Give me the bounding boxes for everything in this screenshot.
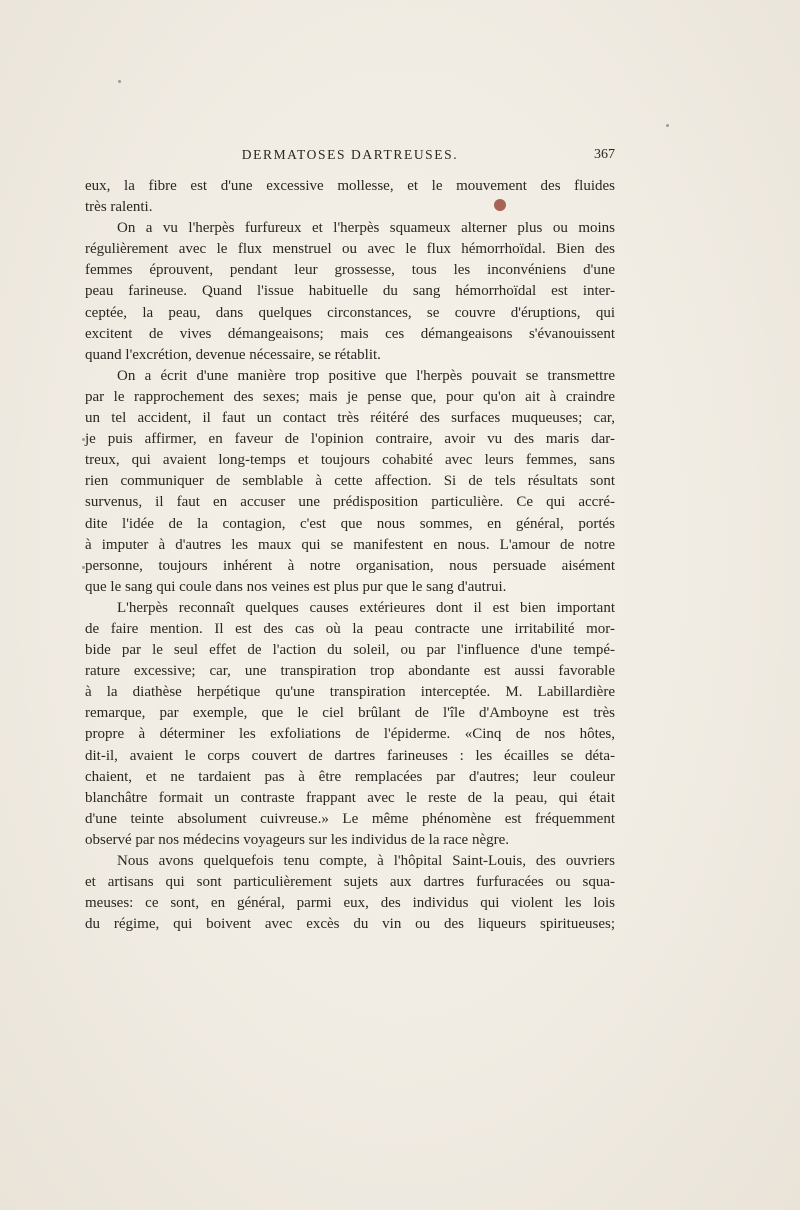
paper-speck — [118, 80, 121, 83]
text-line: femmes éprouvent, pendant leur grossesse, tous les inconvéniens d'une — [85, 262, 615, 279]
text-line: On a écrit d'une manière trop positive que l'herpès pouvait se transmettre — [117, 367, 615, 384]
text-line: ceptée, la peau, dans quelques circonstances, se couvre d'éruptions, qui — [85, 304, 615, 321]
text-line: eux, la fibre est d'une excessive mollesse, et le mouvement des fluides — [85, 178, 615, 194]
paper-speck — [666, 124, 669, 127]
text-line: rien communiquer de semblable à cette affection. Si de tels résultats sont — [85, 473, 615, 490]
text-line: chaient, et ne tardaient pas à être remplacées par d'autres; leur couleur — [85, 768, 615, 785]
text-line: je puis affirmer, en faveur de l'opinion contraire, avoir vu des maris dar- — [85, 431, 615, 448]
ink-blot — [494, 199, 506, 211]
text-line: un tel accident, il faut un contact très réitéré des surfaces muqueuses; car, — [85, 410, 615, 427]
text-line: dite l'idée de la contagion, c'est que nous sommes, en général, portés — [85, 515, 615, 532]
text-line: survenus, il faut en accuser une prédisposition particulière. Ce qui accré- — [85, 494, 615, 511]
paper-speck — [82, 438, 85, 441]
text-line: rature excessive; car, une transpiration trop abondante est aussi favorable — [85, 663, 615, 680]
text-line: Nous avons quelquefois tenu compte, à l'hôpital Saint-Louis, des ouvriers — [117, 853, 615, 869]
text-line: à imputer à d'autres les maux qui se manifestent en nous. L'amour de notre — [85, 536, 615, 553]
page-header — [85, 147, 615, 169]
text-line: par le rapprochement des sexes; mais je pense que, pour qu'on ait à craindre — [85, 388, 615, 405]
text-line: personne, toujours inhérent à notre organisation, nous persuade aisément — [85, 557, 615, 574]
text-line: peau farineuse. Quand l'issue habituelle du sang hémorrhoïdal est inter- — [85, 283, 615, 300]
page-number: 367 — [594, 147, 615, 162]
text-line: observé par nos médecins voyageurs sur les individus de la race nègre. — [85, 831, 510, 848]
text-line: L'herpès reconnaît quelques causes extérieures dont il est bien important — [117, 599, 615, 616]
text-line: excitent de vives démangeaisons; mais ces démangeaisons s'évanouissent — [85, 325, 615, 342]
text-line: très ralenti. — [85, 199, 153, 216]
text-line: régulièrement avec le flux menstruel ou avec le flux hémorrhoïdal. Bien des — [85, 241, 615, 258]
running-head: DERMATOSES DARTREUSES. — [241, 147, 459, 162]
paper-speck — [82, 566, 85, 569]
text-line: d'une teinte absolument cuivreuse.» Le même phénomène est fréquemment — [85, 810, 615, 827]
body-text — [85, 176, 615, 935]
text-line: meuses: ce sont, en général, parmi eux, des individus qui violent les lois — [85, 895, 615, 912]
text-line: treux, qui avaient long-temps et toujours cohabité avec leurs femmes, sans — [85, 452, 615, 469]
text-line: que le sang qui coule dans nos veines est plus pur que le sang d'autrui. — [85, 578, 507, 595]
text-line: blanchâtre formait un contraste frappant avec le reste de la peau, qui était — [85, 789, 615, 806]
text-line: bide par le seul effet de l'action du soleil, ou par l'influence d'une tempé- — [85, 642, 615, 659]
text-line: propre à déterminer les exfoliations de l'épiderme. «Cinq de nos hôtes, — [85, 726, 615, 743]
text-line: dit-il, avaient le corps couvert de dartres farineuses : les écailles se déta- — [85, 747, 615, 764]
text-line: du régime, qui boivent avec excès du vin ou des liqueurs spiritueuses; — [85, 916, 615, 933]
text-line: à la diathèse herpétique qu'une transpiration interceptée. M. Labillardière — [85, 684, 615, 701]
text-line: On a vu l'herpès furfureux et l'herpès squameux alterner plus ou moins — [117, 220, 615, 237]
text-line: et artisans qui sont particulièrement sujets aux dartres furfuracées ou squa- — [85, 874, 615, 891]
text-line: quand l'excrétion, devenue nécessaire, se rétablit. — [85, 346, 381, 363]
text-line: de faire mention. Il est des cas où la peau contracte une irritabilité mor- — [85, 620, 615, 637]
text-line: remarque, par exemple, que le ciel brûlant de l'île d'Amboyne est très — [85, 705, 615, 722]
